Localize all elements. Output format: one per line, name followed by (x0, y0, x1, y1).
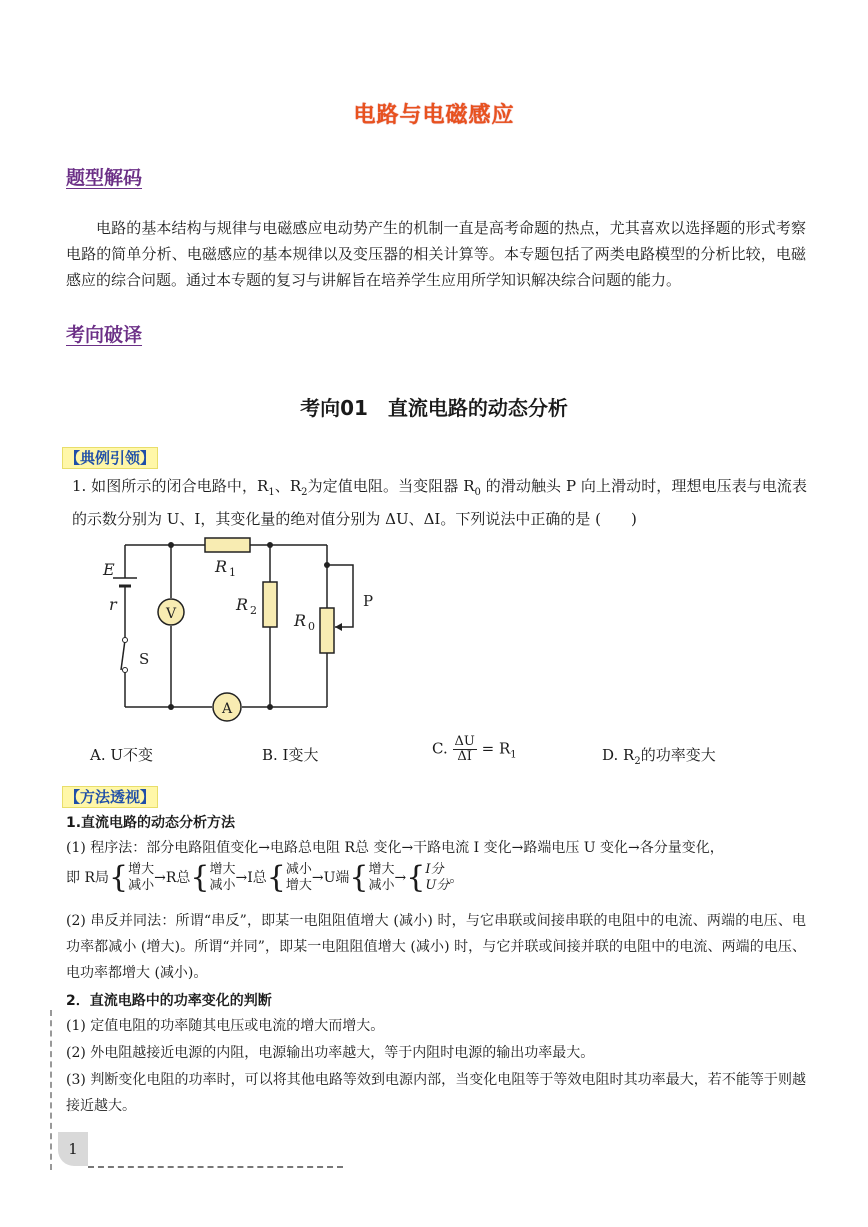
option-c-prefix: C. (432, 739, 448, 758)
resistor-r1 (205, 538, 250, 552)
method-tag (62, 786, 158, 807)
brace-4-dec: 减小 (368, 878, 395, 893)
option-c[interactable] (432, 735, 517, 764)
brace-2-dec: 减小 (209, 878, 236, 893)
label-e: E (103, 560, 115, 579)
section-heading-translate: 考向破译 (66, 324, 143, 346)
chain-u-out: →U端 (311, 870, 350, 886)
label-r0: R (294, 611, 307, 630)
brace-2: { (190, 860, 210, 895)
method-heading-2: 2．直流电路中的功率变化的判断 (66, 993, 272, 1009)
chain-end: 。 (449, 870, 464, 886)
option-d[interactable] (602, 744, 716, 767)
question-text (72, 473, 807, 532)
brace-2-inc: 增大 (209, 862, 236, 877)
brace-3-content (286, 862, 312, 894)
chain-r-total: →R总 (154, 870, 191, 886)
switch-contact-bottom (123, 668, 128, 673)
node-3 (324, 562, 330, 568)
method-p1: (1) 程序法：部分电路阻值变化→电路总电阻 R总 变化→干路电流 I 变化→路端电压 U 变化→各分量变化， (66, 840, 724, 856)
brace-1-inc: 增大 (128, 862, 155, 877)
node-5 (267, 704, 273, 710)
footer-dashed-vertical (50, 1010, 52, 1170)
brace-1-dec: 减小 (128, 878, 155, 893)
method-tag-label: 【方法透视】 (62, 786, 158, 808)
option-d-prefix: D. R (602, 746, 635, 764)
resistor-r0 (320, 608, 334, 653)
brace-2-content (209, 862, 235, 894)
brace-4: { (349, 860, 369, 895)
page-number: 1 (58, 1132, 88, 1166)
slider-arrow (335, 623, 342, 631)
method-chain (66, 862, 463, 894)
brace-5: { (406, 860, 426, 895)
method-p5: (3) 判断变化电阻的功率时，可以将其他电路等效到电源内部，当变化电阻等于等效电阻时其功率最大，若不能等于则越接近越大。 (66, 1072, 806, 1114)
switch-contact-top (123, 638, 128, 643)
brace-4-inc: 增大 (368, 862, 395, 877)
option-c-fraction (453, 735, 477, 764)
question-part4: 的滑动触头 P 向上滑动时，理想电压表与电流表的示数分别为 U、I，其变化量的绝对值分别为 ΔU、ΔI。下列说法中正确的是 ( ) (72, 477, 808, 528)
brace-3-inc: 增大 (285, 878, 312, 893)
sub-r2: 2 (301, 487, 308, 498)
intro-paragraph: 电路的基本结构与规律与电磁感应电动势产生的机制一直是高考命题的热点，尤其喜欢以选择题的形式考察电路的简单分析、电磁感应的基本规律以及变压器的相关计算等。本专题包括了两类电路模型的分析比较，电磁感应的综合问题。通过本专题的复习与讲解旨在培养学生应用所学知识解决综合问题的能力。 (66, 219, 806, 289)
option-b[interactable]: B. I变大 (262, 746, 319, 764)
option-a[interactable]: A. U不变 (90, 746, 154, 764)
question-part1: 如图所示的闭合电路中，R (91, 477, 269, 495)
question-part3: 为定值电阻。当变阻器 R (307, 477, 475, 495)
node-2 (267, 542, 273, 548)
sub-r1: 1 (268, 487, 275, 498)
section-heading-decode: 题型解码 (66, 167, 143, 189)
node-1 (168, 542, 174, 548)
brace-1-content (128, 862, 154, 894)
question-part2: 、R (274, 477, 302, 495)
resistor-r2 (263, 582, 277, 627)
option-d-rest: 的功率变大 (640, 746, 716, 764)
label-r2: R (236, 595, 249, 614)
switch-blade (121, 640, 125, 670)
option-d-sub: 2 (634, 756, 641, 767)
chain-arrow: → (394, 870, 407, 886)
brace-5-content (425, 862, 449, 894)
label-p: P (363, 592, 374, 610)
option-c-sub: 1 (510, 749, 517, 761)
question-number: 1. (72, 477, 87, 495)
example-tag (62, 447, 158, 468)
label-r0-sub: 0 (308, 620, 315, 633)
label-r: r (109, 595, 117, 614)
example-tag-label: 【典例引领】 (62, 447, 158, 469)
circuit-diagram (95, 530, 395, 730)
fraction-denominator: ΔI (457, 749, 472, 764)
footer-dashed-horizontal (88, 1166, 343, 1168)
chain-prefix: 即 R局 (66, 870, 109, 886)
ammeter-label: A (221, 701, 233, 717)
method-p2: (2) 串反并同法：所谓“串反”，即某一电阻阻值增大 (减小) 时，与它串联或间接串联的电阻中的电流、两端的电压、电功率都减小 (增大)。所谓“并同”，即某一电阻阻值增大 (减小) 时，与它并联或间接并联的电阻中的电流、两端的电压、电功率都增大 (减小)。 (66, 913, 806, 981)
voltmeter-label: V (165, 606, 177, 622)
brace-5-u: U分 (425, 878, 450, 893)
label-s: S (139, 650, 150, 668)
brace-5-i: I分 (425, 862, 444, 877)
method-p4: (2) 外电阻越接近电源的内阻，电源输出功率越大，等于内阻时电源的输出功率最大。 (66, 1045, 595, 1061)
sub-r0: 0 (474, 487, 481, 498)
brace-3-dec: 减小 (285, 862, 312, 877)
brace-4-content (369, 862, 395, 894)
brace-3: { (266, 860, 286, 895)
label-r2-sub: 2 (250, 604, 257, 617)
page-title: 电路与电磁感应 (353, 103, 515, 128)
label-r1-sub: 1 (229, 566, 236, 579)
label-r1: R (215, 557, 228, 576)
option-c-rest: = R (481, 739, 511, 758)
node-4 (168, 704, 174, 710)
chain-i-total: →I总 (235, 870, 267, 886)
topic-title: 考向01 直流电路的动态分析 (300, 396, 568, 420)
brace-1: { (109, 860, 129, 895)
method-p3: (1) 定值电阻的功率随其电压或电流的增大而增大。 (66, 1018, 385, 1034)
fraction-numerator: ΔU (454, 734, 475, 749)
method-heading-1: 1.直流电路的动态分析方法 (66, 815, 236, 831)
